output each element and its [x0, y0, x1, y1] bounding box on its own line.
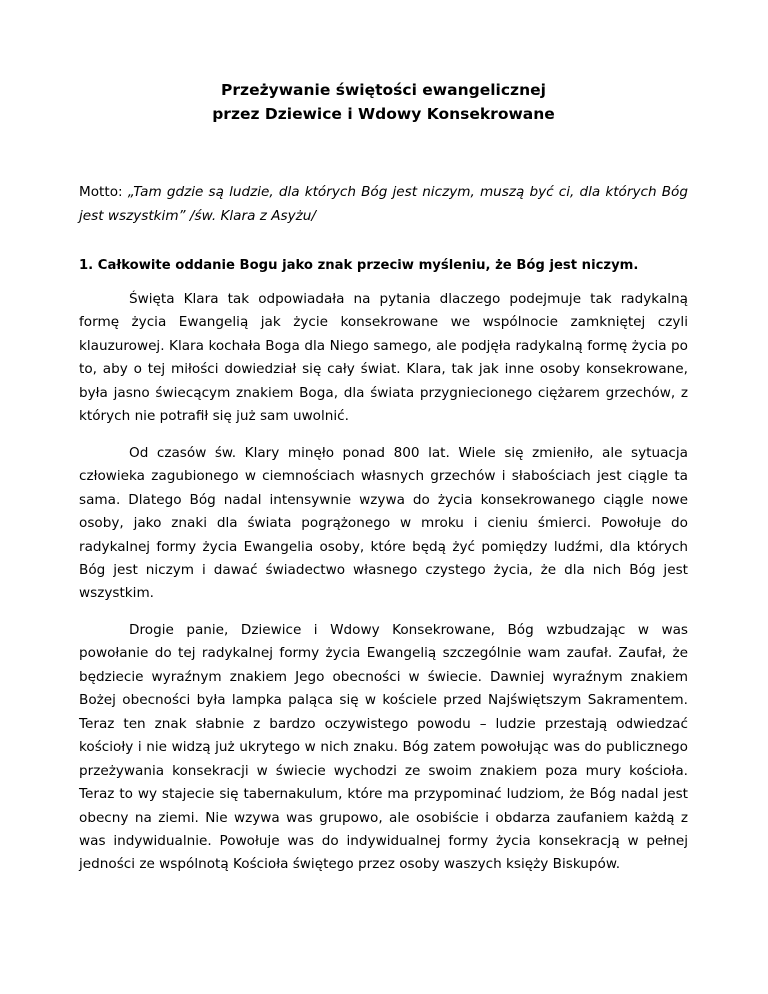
motto-quote: „Tam gdzie są ludzie, dla których Bóg jest niczym, muszą być ci, dla których Bóg jest wszystkim” — [79, 184, 688, 224]
paragraph: Od czasów św. Klary minęło ponad 800 lat. Wiele się zmieniło, ale sytuacja człowieka zagubionego w ciemnościach własnych grzechów i słabościach jest ciągle ta sama. Dlatego Bóg nadal intensywnie wzywa do życia konsekrowanego ciągle nowe osoby, jako znaki dla świata pogrążonego w mroku i cieniu śmierci. Powołuje do radykalnej formy życia Ewangelia osoby, które będą żyć pomiędzy ludźmi, dla których Bóg jest niczym i dawać świadectwo własnego czystego życia, że dla nich Bóg jest wszystkim. — [79, 444, 688, 602]
title-line-2: przez Dziewice i Wdowy Konsekrowane — [212, 105, 555, 123]
title-line-1: Przeżywanie świętości ewangelicznej — [221, 81, 546, 99]
section-heading: 1. Całkowite oddanie Bogu jako znak przeciw myśleniu, że Bóg jest niczym. — [79, 258, 639, 273]
paragraph: Drogie panie, Dziewice i Wdowy Konsekrowane, Bóg wzbudzając w was powołanie do tej radykalnej formy życia Ewangelią szczególnie wam zaufał. Zaufał, że będziecie wyraźnym znakiem Jego obecności w świecie. Dawniej wyraźnym znakiem Bożej obecności była lampka paląca się w kościele przed Najświętszym Sakramentem. Teraz ten znak słabnie z bardzo oczywistego powodu – ludzie przestają odwiedzać kościoły i nie widzą już ukrytego w nich znaku. Bóg zatem powołując was do publicznego przeżywania konsekracji w świecie wychodzi ze swoim znakiem poza mury kościoła. Teraz to wy stajecie się tabernakulum, które ma przypominać ludziom, że Bóg nadal jest obecny na ziemi. Nie wzywa was grupowo, ale osobiście i obdarza zaufaniem każdą z was indywidualnie. Powołuje was do indywidualnej formy życia konsekracją w pełnej jedności ze wspólnotą Kościoła świętego przez osoby waszych księży Biskupów. — [79, 621, 688, 873]
paragraph: Święta Klara tak odpowiadała na pytania dlaczego podejmuje tak radykalną formę życia Ewangelią jak życie konsekrowane we wspólnocie zamkniętej czyli klauzurowej. Klara kochała Boga dla Niego samego, ale podjęła radykalną formę życia po to, aby o tej miłości dowiedział się cały świat. Klara, tak jak inne osoby konsekrowane, była jasno świecącym znakiem Boga, dla świata przygniecionego ciężarem grzechów, z których nie potrafił się już sam uwolnić. — [79, 291, 688, 425]
motto-label: Motto: — [79, 184, 128, 200]
body-text — [79, 288, 688, 890]
motto-source: /św. Klara z Asyżu/ — [185, 207, 316, 224]
motto — [79, 181, 688, 228]
document-title — [79, 78, 688, 126]
